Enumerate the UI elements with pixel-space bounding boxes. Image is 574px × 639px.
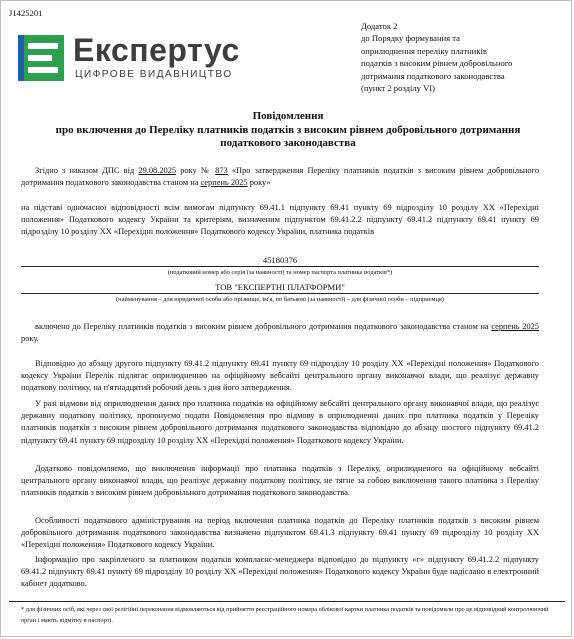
annex-reference	[361, 20, 561, 94]
logo-name: Експертус	[73, 32, 240, 68]
taxpayer-name-field	[21, 281, 539, 304]
body-paragraph: Відповідно до абзацу другого підпункту 69.41.2 підпункту 69.41 пункту 69 підрозділу 10 розділу XX «Перехідні положення» Податкового кодексу України Перелік підлягає оприлюдненню на офіційному вебсайті центрального органу виконавчої влади, що реалізує державну податкову політику, на п'ятнадцятий робочий день з дня його затвердження.	[21, 359, 539, 393]
annex-line: (пункт 2 розділу VI)	[361, 83, 436, 94]
annex-line: дотримання податкового законодавства	[361, 70, 505, 81]
title-line: про включення до Переліку платників податків з високим рівнем добровільного дотримання	[55, 123, 521, 136]
logo-subtitle: ЦИФРОВЕ ВИДАВНИЦТВО	[75, 69, 233, 80]
document-title	[11, 110, 565, 151]
taxpayer-code-field	[21, 254, 539, 277]
taxpayer-code: 45180376	[21, 254, 539, 267]
taxpayer-code-note: (податковий номер або серія (за наявності) та номер паспорта платника податків*)	[167, 269, 393, 276]
footnote: * для фізичних осіб, які через свої релігійні переконання відмовляються від прийняття реєстраційного номера облікової картки платника податків та повідомили про це відповідний контролюючий орган і мають відмітку в паспорті.	[21, 606, 549, 624]
footnote-divider	[9, 601, 565, 602]
order-number: 873	[215, 166, 228, 175]
annex-line: оприлюднення переліку платників	[361, 45, 487, 56]
publisher-logo	[18, 32, 248, 85]
body-paragraph: У разі відмови від оприлюднення даних про платника податків на офіційному вебсайті центрального органу виконавчої влади, що реалізує державну податкову політику, пропонуємо подати Повідомлення про відмову в оприлюдненні даних про платника податків у Переліку платників податків з високим рівнем добровільного дотримання податкового законодавства відповідно до абзацу шостого підпункту 69.41.2 підпункту 69.41 пункту 69 підрозділу 10 розділу XX «Перехідні положення» Податкового кодексу України.	[21, 399, 539, 445]
taxpayer-name: ТОВ "ЕКСПЕРТНІ ПЛАТФОРМИ"	[21, 281, 539, 294]
body-paragraph: Особливості податкового адміністрування на період включення платника податків до Переліку платників податків з високим рівнем добровільного дотримання податкового законодавства визначено підпунктом 69.41.3 підпункту 69.41 пункту 69 підрозділу 10 розділу XX «Перехідні положення» Податкового кодексу України.	[21, 516, 539, 550]
order-period: серпень 2025	[200, 178, 248, 188]
title-line: податкового законодавства	[220, 137, 356, 150]
taxpayer-name-note: (найменування – для юридичної особи або прізвище, ім'я, по батькові (за наявності) – для фізичної особи – підприємця)	[116, 296, 444, 303]
body-paragraph: Додатково повідомляємо, що виключення інформації про платника податків з Переліку, оприлюдненого на офіційному вебсайті центрального органу виконавчої влади, що реалізує державну податкову політику, не тягне за собою виключення такого платника з Переліку платників податків з високим рівнем добровільного дотримання податкового законодавства.	[21, 464, 539, 498]
title-line: Повідомлення	[252, 110, 324, 122]
order-date: 29.08.2025	[138, 166, 177, 175]
inclusion-paragraph: включено до Переліку платників податків з високим рівнем добровільного дотримання податкового законодавства станом на серпень 2025 року.	[21, 322, 539, 344]
inclusion-period: серпень 2025	[491, 322, 539, 331]
annex-line: до Порядку формування та	[361, 33, 460, 44]
order-paragraph: Згідно з наказом ДПС від 29.08.2025 року № 873 «Про затвердження Переліку платників податків з високим рівнем добровільного дотримання податкового законодавства станом на серпень 2025 року»	[21, 166, 540, 188]
logo-mark-icon	[18, 35, 64, 81]
annex-line: податків з високим рівнем добровільного	[361, 58, 513, 69]
document-code: J1425201	[9, 8, 43, 18]
annex-line: Додаток 2	[361, 21, 398, 31]
body-paragraph: Інформацію про закріпленого за платником податків комплаєнс-менеджера відповідно до підпункту «г» підпункту 69.41.2.2 підпункту 69.41.2 підпункту 69.41 пункту 69 підрозділу 10 розділу XX «Перехідні положення» Податкового кодексу України буде надіслано в електронний кабінет додатково.	[21, 555, 539, 589]
basis-paragraph: на підставі одночасної відповідності всім вимогам підпункту 69.41.1 підпункту 69.41 пункту 69 підрозділу 10 розділу XX «Перехідні положення» Податкового кодексу України та критеріям, визначеним підпунктом 69.41.2.2 підпункту 69.41.2 підпункту 69.41 пункту 69 підрозділу 10 розділу XX «Перехідні положення» Податкового кодексу України, платника податків	[21, 203, 539, 237]
